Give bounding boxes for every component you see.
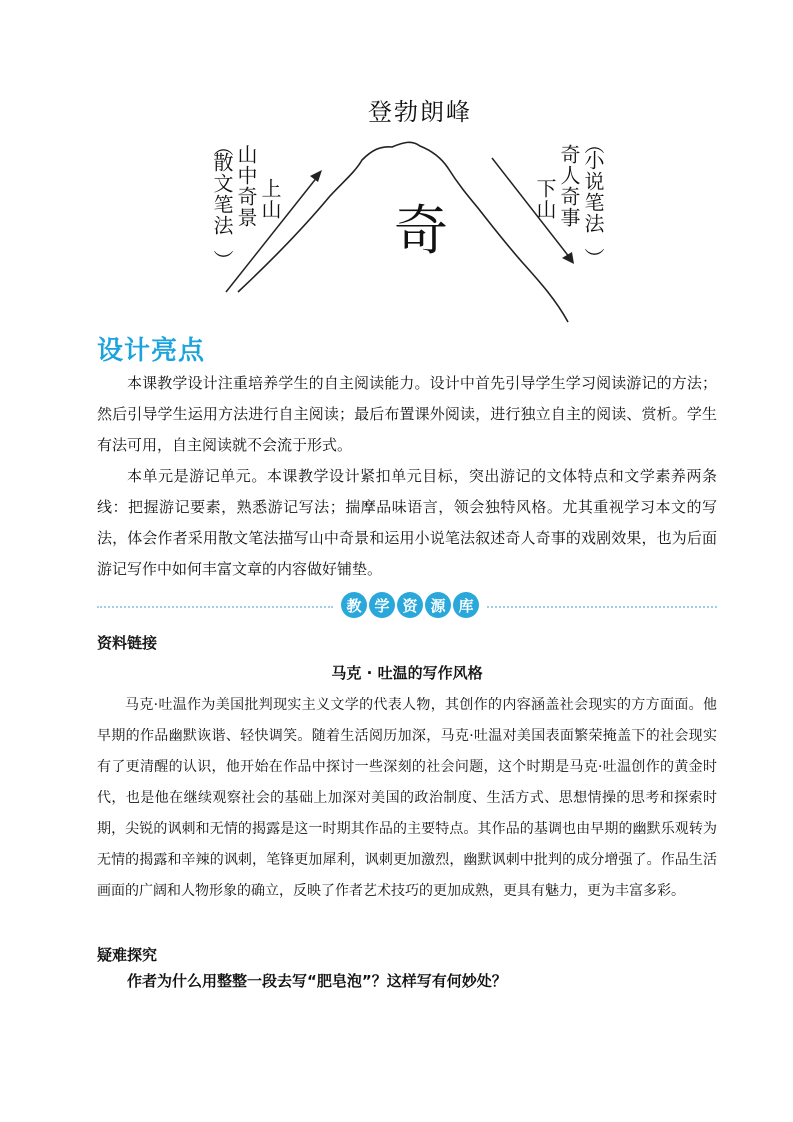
section-heading-highlights: 设计亮点 bbox=[97, 336, 206, 366]
divider-dots-right bbox=[487, 606, 717, 608]
banner-char: 教 bbox=[341, 592, 367, 618]
left-paren-open: （ bbox=[210, 136, 234, 156]
right-paren-close: ） bbox=[581, 248, 605, 268]
banner-char: 资 bbox=[397, 592, 423, 618]
banner-char: 库 bbox=[453, 592, 479, 618]
right-people-label: 奇人奇事 bbox=[557, 144, 581, 228]
left-scenery-label: 山中奇景 bbox=[234, 144, 258, 228]
banner-char: 源 bbox=[425, 592, 451, 618]
diagram-title: 登勃朗峰 bbox=[368, 98, 472, 126]
resource-divider bbox=[97, 592, 717, 622]
links-heading: 资料链接 bbox=[97, 634, 158, 652]
banner-char: 学 bbox=[369, 592, 395, 618]
center-character: 奇 bbox=[394, 199, 448, 262]
resource-banner bbox=[341, 592, 479, 618]
explore-heading: 疑难探究 bbox=[97, 946, 158, 964]
explore-question: 作者为什么用整整一段去写“肥皂泡”？这样写有何妙处？ bbox=[127, 972, 507, 990]
up-arrow-head bbox=[310, 170, 322, 182]
mountain-diagram bbox=[0, 0, 793, 330]
left-method-label: 散文笔法 bbox=[210, 152, 234, 236]
downhill-label: 下山 bbox=[533, 178, 557, 220]
right-method-label: 小说笔法 bbox=[581, 150, 605, 234]
left-paren-close: ） bbox=[210, 250, 234, 270]
article-body: 马克·吐温作为美国批判现实主义文学的代表人物，其创作的内容涵盖社会现实的方方面面。他早期的作品幽默诙谐、轻快调笑。随着生活阅历加深，马克·吐温对美国表面繁荣掩盖下的社会现实有了更清醒的认识，他开始在作品中探讨一些深刻的社会问题，这个时期是马克·吐温创作的黄金时代，也是他在继续观察社会的基础上加深对美国的政治制度、生活方式、思想情操的思考和探索时期，尖锐的讽刺和无情的揭露是这一时期其作品的主要特点。其作品的基调也由早期的幽默乐观转为无情的揭露和辛辣的讽刺，笔锋更加犀利，讽刺更加激烈，幽默讽刺中批判的成分增强了。作品生活画面的广阔和人物形象的确立，反映了作者艺术技巧的更加成熟，更具有魅力，更为丰富多彩。 bbox=[97, 697, 717, 899]
uphill-label: 上山 bbox=[258, 178, 282, 220]
highlights-paragraph-1: 本课教学设计注重培养学生的自主阅读能力。设计中首先引导学生学习阅读游记的方法；然后引导学生运用方法进行自主阅读；最后布置课外阅读，进行独立自主的阅读、赏析。学生有法可用，自主阅读就不会流于形式。 bbox=[97, 374, 717, 454]
article-title: 马克 · 吐温的写作风格 bbox=[331, 664, 483, 682]
right-paren-open: （ bbox=[581, 134, 605, 154]
divider-dots-left bbox=[97, 606, 333, 608]
down-arrow-head bbox=[562, 252, 574, 264]
highlights-paragraph-2: 本单元是游记单元。本课教学设计紧扣单元目标，突出游记的文体特点和文学素养两条线：把握游记要素，熟悉游记写法；揣摩品味语言，领会独特风格。尤其重视学习本文的写法，体会作者采用散文笔法描写山中奇景和运用小说笔法叙述奇人奇事的戏剧效果，也为后面游记写作中如何丰富文章的内容做好铺垫。 bbox=[97, 467, 717, 578]
